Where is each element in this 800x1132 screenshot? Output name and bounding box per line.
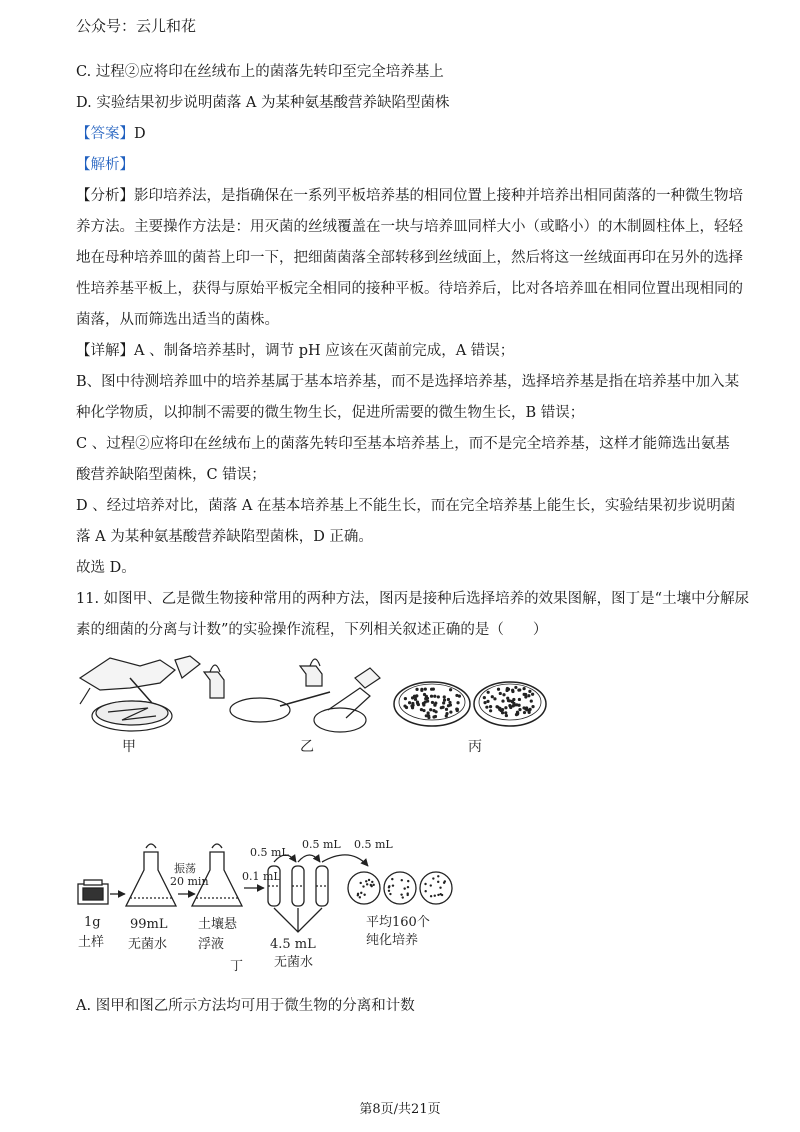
colony-dot [483,696,486,699]
colony-dot [514,686,517,689]
label-susp-1: 土壤悬 [198,917,238,932]
colony-dot [506,687,509,690]
plate-1 [348,872,380,904]
colony-dot [456,709,459,712]
colony-dot [366,883,368,885]
colony-dot [391,878,393,880]
colony-dot [372,884,374,886]
colony-dot [518,698,521,701]
colony-dot [359,896,361,898]
caption-jia: 甲 [122,739,136,755]
colony-dot [432,709,435,712]
colony-dot [437,894,439,896]
colony-dot [449,710,452,713]
question-line-2: 素的细菌的分离与计数”的实验操作流程，下列相关叙述正确的是（ ） [76,622,548,638]
colony-dot [437,881,439,883]
colony-dot [401,879,403,881]
analysis-tag: 【解析】 [76,157,134,173]
colony-dot [448,701,451,704]
colony-dot [422,703,425,706]
detail-line-3: 种化学物质，以抑制不需要的微生物生长，促进所需要的微生物生长，B 错误； [76,405,585,421]
colony-dot [433,695,436,698]
page-footer: 第8页/共21页 [359,1102,441,1117]
colony-dot [527,694,530,697]
colony-dot [371,881,373,883]
colony-dot [365,880,367,882]
colony-dot [404,697,407,700]
answer-value: D [134,126,146,142]
colony-dot [427,716,430,719]
answer-tag: 【答案】 [76,126,134,142]
colony-dot [504,711,507,714]
colony-dot [497,688,500,691]
colony-dot [432,877,434,879]
label-soil-amount: 1g [84,915,101,930]
analysis-line-5: 菌落，从而筛选出适当的菌株。 [76,312,279,328]
colony-dot [483,701,486,704]
colony-dot [501,711,504,714]
colony-dot [516,712,519,715]
streak-plate-illustration [80,656,200,731]
option-a: A. 图甲和图乙所示方法均可用于微生物的分离和计数 [76,998,415,1014]
colony-dot [487,691,490,694]
colony-dot [455,694,458,697]
colony-dot [518,708,521,711]
colony-dot [424,701,427,704]
colony-dot [443,698,446,701]
colony-dot [525,708,528,711]
answer-line [76,124,146,144]
label-result-1: 平均160个 [366,915,430,930]
label-transfer-3: 0.5 mL [354,838,393,851]
colony-dot [392,884,394,886]
label-tubes-water: 4.5 mL [270,937,316,952]
colony-dot [415,688,418,691]
colony-dot [447,698,450,701]
colony-dot [411,702,414,705]
colony-dot [388,890,390,892]
colony-dot [357,894,359,896]
analysis-line-1: 【分析】影印培养法，是指确保在一系列平板培养基的相同位置上接种并培养出相同菌落的一种微生物培 [76,188,743,204]
account-header: 公众号：云儿和花 [76,17,197,35]
label-transfer-2: 0.5 mL [302,838,341,851]
colony-dot [523,711,526,714]
detail-line-4: C 、过程②应将印在丝绒布上的菌落先转印至基本培养基上，而不是完全培养基，这样才能筛选出氨基 [76,436,730,452]
colony-dot [422,709,425,712]
caption-yi: 乙 [300,739,314,755]
colony-dot [430,895,432,897]
colony-dot [442,701,445,704]
colony-dot [420,688,423,691]
colony-dot [416,702,419,705]
colony-dot [502,693,505,696]
label-shake-2: 20 min [170,875,209,888]
colony-dot [529,708,532,711]
colony-dot [530,699,533,702]
label-transfer-1: 0.5 mL [250,846,289,859]
colony-dot [434,702,437,705]
colony-dot [439,893,441,895]
colony-dot [447,704,450,707]
colony-dot [489,705,492,708]
colony-dot [485,706,488,709]
colony-dot [362,885,364,887]
label-susp-2: 浮液 [198,937,225,952]
colony-dot [523,693,526,696]
colony-dot [430,695,433,698]
option-c: C. 过程②应将印在丝绒布上的菌落先转印至完全培养基上 [76,64,444,80]
colony-dot [501,699,504,702]
label-soil: 土样 [78,935,105,950]
colony-dot [429,708,432,711]
plate-3 [420,872,452,904]
label-shake-1: 振荡 [174,862,196,875]
colony-dot [504,706,507,709]
colony-dot [440,706,443,709]
colony-dot [413,695,416,698]
colony-dot [403,887,405,889]
choose-line: 故选 D。 [76,560,136,576]
caption-bing: 丙 [468,739,482,755]
colony-dot [407,880,409,882]
result-plates-illustration [394,682,546,726]
colony-dot [400,893,402,895]
colony-dot [368,879,370,881]
label-water-1-text: 无菌水 [128,937,168,952]
detail-line-2: B、图中待测培养皿中的培养基属于基本培养基，而不是选择培养基，选择培养基是指在培养基中加入某 [76,374,740,390]
detail-line-7: 落 A 为某种氨基酸营养缺陷型菌株，D 正确。 [76,529,373,545]
colony-dot [363,894,365,896]
colony-dot [528,690,531,693]
colony-dot [511,689,514,692]
colony-dot [434,894,436,896]
detail-line-1: 【详解】A 、制备培养基时，调节 pH 应该在灭菌前完成，A 错误； [76,343,515,359]
colony-dot [445,712,448,715]
colony-dot [493,697,496,700]
colony-dot [505,714,508,717]
colony-dot [424,697,427,700]
analysis-line-4: 性培养基平板上，获得与原始平板完全相同的接种平板。待培养后，比对各培养皿在相同位置出现相同的 [76,281,743,297]
colony-dot [524,695,527,698]
colony-dot [449,688,452,691]
caption-ding: 丁 [230,959,244,974]
colony-dot [517,689,520,692]
colony-dot [407,892,409,894]
colony-dot [424,688,427,691]
colony-dot [427,711,430,714]
colony-dot [486,700,489,703]
colony-dot [402,896,404,898]
colony-dot [443,882,445,884]
colony-dot [430,688,433,691]
colony-dot [437,695,440,698]
colony-dot [531,705,534,708]
colony-dot [414,698,417,701]
spread-plate-illustration [204,659,380,732]
colony-dot [389,893,391,895]
colony-dot [434,715,437,718]
label-result-2: 纯化培养 [366,933,419,948]
colony-dot [456,701,459,704]
colony-dot [370,885,372,887]
colony-dot [430,884,432,886]
figure-ding-flow [70,836,490,976]
option-d: D. 实验结果初步说明菌落 A 为某种氨基酸营养缺陷型菌株 [76,95,450,111]
colony-dot [407,886,409,888]
analysis-line-2: 养方法。主要操作方法是：用灭菌的丝绒覆盖在一块与培养皿同样大小（或略小）的木制圆柱体上，轻轻 [76,219,743,235]
colony-dot [522,706,525,709]
colony-dot [388,886,390,888]
colony-dot [423,693,426,696]
colony-dot [498,707,501,710]
label-water-1: 99mL [130,917,168,932]
label-tubes-water-text: 无菌水 [274,955,314,970]
colony-dot [408,701,411,704]
colony-dot [499,692,502,695]
colony-dot [445,708,448,711]
label-transfer-4: 0.1 mL [242,870,281,883]
colony-dot [424,883,426,885]
detail-line-6: D 、经过培养对比，菌落 A 在基本培养基上不能生长，而在完全培养基上能生长，实验结果初步说明菌 [76,498,736,514]
colony-dot [360,882,362,884]
colony-dot [439,886,441,888]
colony-dot [360,892,362,894]
colony-dot [489,709,492,712]
colony-dot [437,875,439,877]
colony-dot [491,695,494,698]
question-line-1: 11. 如图甲、乙是微生物接种常用的两种方法，图丙是接种后选择培养的效果图解，图丁是“土壤中分解尿 [76,591,750,607]
analysis-line-3: 地在母种培养皿的菌苔上印一下，把细菌菌落全部转移到丝绒面上，然后将这一丝绒面再印在另外的选择 [76,250,743,266]
colony-dot [424,890,426,892]
colony-dot [508,699,511,702]
colony-dot [443,695,446,698]
colony-dot [512,704,515,707]
colony-dot [431,701,434,704]
colony-dot [403,704,406,707]
colony-dot [531,693,534,696]
colony-dot [523,687,526,690]
detail-line-5: 酸营养缺陷型菌株，C 错误； [76,467,266,483]
